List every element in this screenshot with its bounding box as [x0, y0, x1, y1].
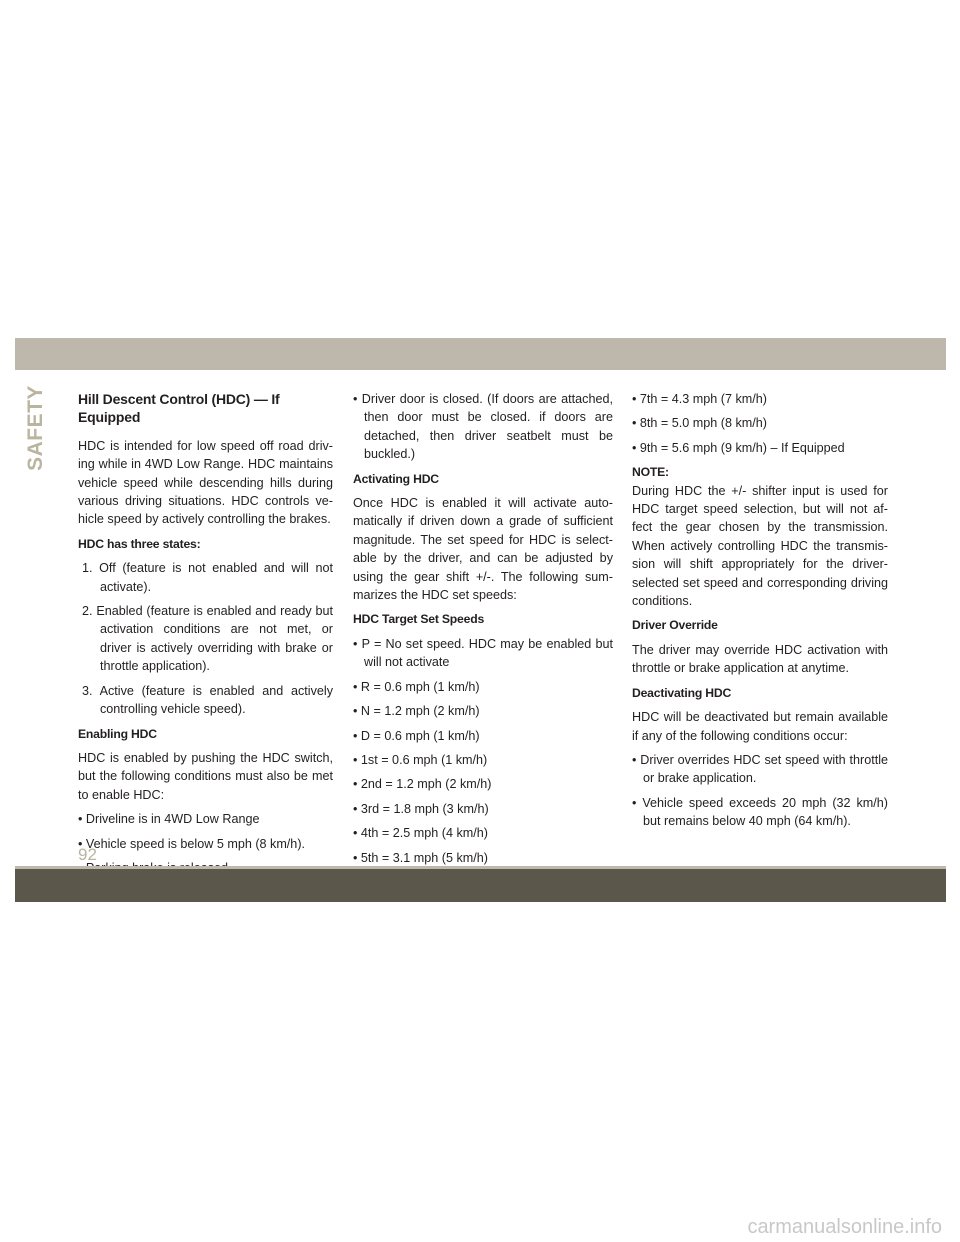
- speed-item: • 7th = 4.3 mph (7 km/h): [632, 392, 767, 406]
- state-item: 3. Active (feature is enabled and actively controlling vehicle speed).: [82, 683, 333, 717]
- speed-item: • R = 0.6 mph (1 km/h): [353, 679, 480, 694]
- page-number: 92: [78, 845, 97, 864]
- activating-paragraph: Once HDC is enabled it will activate auto-matically if driven down a grade of sufficient magnitude. The set speed for HDC is select-able by the driver, and can be adjusted by using the gear shift +/-. The following sum-marizes the HDC set speeds:: [353, 496, 613, 603]
- watermark: carmanualsonline.info: [747, 1216, 942, 1238]
- section-title: Hill Descent Control (HDC) — If Equipped: [78, 391, 280, 426]
- enabling-heading: Enabling HDC: [78, 726, 157, 741]
- override-heading: Driver Override: [632, 618, 718, 633]
- deactivation-item: • Driver overrides HDC set speed with throttle or brake application.: [632, 752, 888, 786]
- target-speeds-heading: HDC Target Set Speeds: [353, 612, 485, 627]
- condition-item: • Driveline is in 4WD Low Range: [78, 812, 260, 827]
- column-left: [78, 390, 333, 883]
- section-tab-label: [16, 385, 56, 471]
- section-tab-text: SAFETY: [24, 385, 47, 471]
- header-band: [15, 338, 946, 370]
- deactivation-item: • Vehicle speed exceeds 20 mph (32 km/h) but remains below 40 mph (64 km/h).: [632, 795, 888, 829]
- states-heading: HDC has three states:: [78, 536, 201, 551]
- condition-item: • Driver door is closed. (If doors are attached, then door must be closed. if doors are detached, then driver seatbelt must be buckled.): [353, 392, 613, 462]
- state-item: 2. Enabled (feature is enabled and ready but activation conditions are not met, or driver is actively overriding with brake or throttle application).: [82, 604, 333, 674]
- deactivating-paragraph: HDC will be deactivated but remain available if any of the following conditions occur:: [632, 710, 888, 743]
- deactivating-heading: Deactivating HDC: [632, 685, 732, 700]
- speed-item: • 9th = 5.6 mph (9 km/h) – If Equipped: [632, 440, 845, 455]
- override-paragraph: The driver may override HDC activation with throttle or brake application at anytime.: [632, 642, 888, 676]
- speed-item: • P = No set speed. HDC may be enabled but will not activate: [353, 636, 613, 670]
- column-right: [632, 390, 888, 837]
- state-item: 1. Off (feature is not enabled and will not activate).: [82, 561, 333, 594]
- note-paragraph: During HDC the +/- shifter input is used for HDC target speed selection, but will not af-fect the gear chosen by the transmission. When actively controlling HDC the transmis-sion will shift appropriately for the driver-selected set speed and corresponding driving conditions.: [632, 483, 888, 609]
- note-heading: NOTE:: [632, 465, 669, 480]
- speed-item: • 4th = 2.5 mph (4 km/h): [353, 826, 488, 841]
- speed-item: • 3rd = 1.8 mph (3 km/h): [353, 801, 489, 816]
- intro-paragraph: HDC is intended for low speed off road driv-ing while in 4WD Low Range. HDC maintains vehicle speed while descending hills during various driving situations. HDC controls ve-hicle speed by actively controlling the brakes.: [78, 438, 333, 527]
- condition-item: • Vehicle speed is below 5 mph (8 km/h).: [78, 836, 306, 851]
- speed-item: • 1st = 0.6 mph (1 km/h): [353, 752, 488, 767]
- speed-item: • 2nd = 1.2 mph (2 km/h): [353, 777, 492, 792]
- speed-item: • D = 0.6 mph (1 km/h): [353, 728, 480, 743]
- speed-item: • N = 1.2 mph (2 km/h): [353, 704, 480, 719]
- enabling-paragraph: HDC is enabled by pushing the HDC switch, but the following conditions must also be met to enable HDC:: [78, 750, 333, 802]
- column-middle: [353, 390, 613, 897]
- footer-band: [15, 869, 946, 902]
- activating-heading: Activating HDC: [353, 471, 439, 486]
- speed-item: • 5th = 3.1 mph (5 km/h): [353, 850, 488, 865]
- speed-item: • 8th = 5.0 mph (8 km/h): [632, 416, 767, 431]
